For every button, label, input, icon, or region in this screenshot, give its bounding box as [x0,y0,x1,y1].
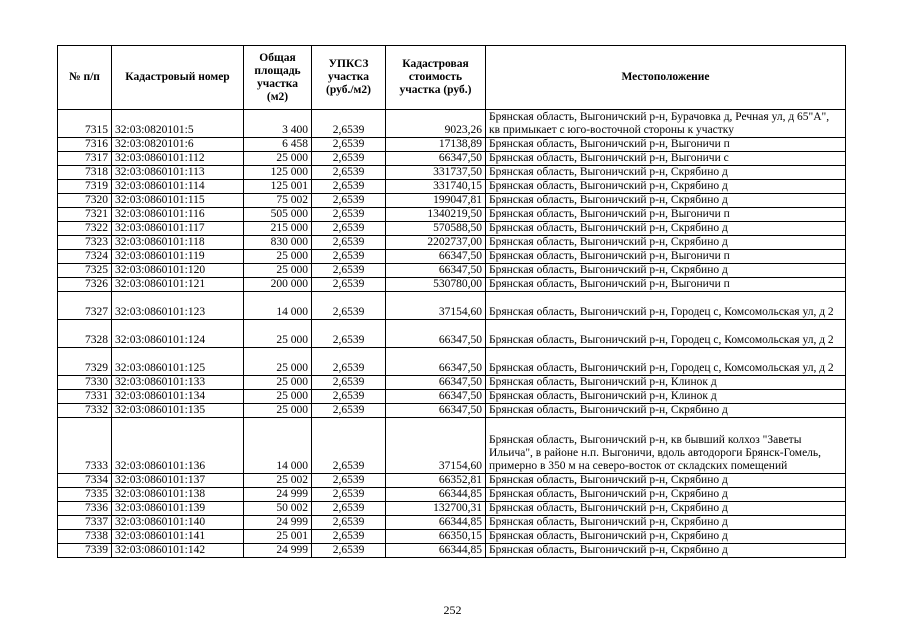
cell-cadastral: 32:03:0860101:135 [112,404,244,418]
table-row [58,404,846,418]
cell-area: 25 000 [244,264,312,278]
cell-rate: 2,6539 [312,250,386,264]
cell-area: 25 000 [244,320,312,348]
cell-num: 7336 [58,502,112,516]
cell-location: Брянская область, Выгоничский р-н, кв бывший колхоз "Заветы Ильича", в районе н.п. Выгоничи, вдоль автодороги Брянск-Гомель, примерно в 350 м на северо-восток от складских помещений [486,418,846,474]
cell-num: 7323 [58,236,112,250]
cell-area: 14 000 [244,292,312,320]
cell-rate: 2,6539 [312,320,386,348]
cell-num: 7328 [58,320,112,348]
cell-location: Брянская область, Выгоничский р-н, Скрябино д [486,222,846,236]
cell-location: Брянская область, Выгоничский р-н, Скрябино д [486,544,846,558]
cell-location: Брянская область, Выгоничский р-н, Скрябино д [486,530,846,544]
table-row [58,390,846,404]
cell-rate: 2,6539 [312,194,386,208]
cell-num: 7325 [58,264,112,278]
header-area: Общая площадь участка (м2) [244,46,312,110]
cell-cadastral: 32:03:0860101:112 [112,152,244,166]
table-row [58,474,846,488]
cell-area: 24 999 [244,544,312,558]
cell-cost: 66347,50 [386,250,486,264]
cell-num: 7315 [58,110,112,138]
table-row [58,236,846,250]
cell-area: 25 000 [244,152,312,166]
table-row [58,418,846,474]
cell-cadastral: 32:03:0860101:138 [112,488,244,502]
cell-rate: 2,6539 [312,502,386,516]
table-body [58,110,846,558]
cell-area: 25 000 [244,390,312,404]
cell-num: 7321 [58,208,112,222]
cell-num: 7333 [58,418,112,474]
cell-rate: 2,6539 [312,180,386,194]
cell-rate: 2,6539 [312,278,386,292]
cell-rate: 2,6539 [312,292,386,320]
cell-num: 7337 [58,516,112,530]
cell-num: 7332 [58,404,112,418]
cell-location: Брянская область, Выгоничский р-н, Скрябино д [486,180,846,194]
cell-area: 125 001 [244,180,312,194]
table-row [58,152,846,166]
cell-area: 24 999 [244,488,312,502]
cell-cadastral: 32:03:0860101:141 [112,530,244,544]
header-cost: Кадастровая стоимость участка (руб.) [386,46,486,110]
header-location: Местоположение [486,46,846,110]
cell-cost: 132700,31 [386,502,486,516]
cell-location: Брянская область, Выгоничский р-н, Скрябино д [486,166,846,180]
cell-cost: 66347,50 [386,404,486,418]
table-row [58,320,846,348]
cell-location: Брянская область, Выгоничский р-н, Клинок д [486,376,846,390]
cell-rate: 2,6539 [312,376,386,390]
cell-rate: 2,6539 [312,208,386,222]
cell-cadastral: 32:03:0860101:115 [112,194,244,208]
cell-location: Брянская область, Выгоничский р-н, Выгоничи п [486,250,846,264]
cell-area: 25 000 [244,404,312,418]
page-number: 252 [443,603,462,617]
cell-cost: 66352,81 [386,474,486,488]
cell-cadastral: 32:03:0860101:116 [112,208,244,222]
cell-area: 25 002 [244,474,312,488]
cell-num: 7335 [58,488,112,502]
cell-cadastral: 32:03:0860101:119 [112,250,244,264]
table-row [58,544,846,558]
table-row [58,166,846,180]
cell-rate: 2,6539 [312,544,386,558]
cell-cost: 17138,89 [386,138,486,152]
cell-rate: 2,6539 [312,474,386,488]
cell-cadastral: 32:03:0820101:5 [112,110,244,138]
cell-cadastral: 32:03:0860101:123 [112,292,244,320]
cell-num: 7316 [58,138,112,152]
cell-area: 14 000 [244,418,312,474]
cell-location: Брянская область, Выгоничский р-н, Городец с, Комсомольская ул, д 2 [486,292,846,320]
cell-location: Брянская область, Выгоничский р-н, Выгоничи п [486,138,846,152]
cell-rate: 2,6539 [312,222,386,236]
table-row [58,278,846,292]
cell-rate: 2,6539 [312,390,386,404]
header-cadastral: Кадастровый номер [112,46,244,110]
cadastral-table [57,45,846,558]
cell-cadastral: 32:03:0860101:124 [112,320,244,348]
table-row [58,502,846,516]
cell-rate: 2,6539 [312,110,386,138]
table-row [58,348,846,376]
cell-cost: 66347,50 [386,152,486,166]
cell-location: Брянская область, Выгоничский р-н, Выгоничи с [486,152,846,166]
cell-cost: 199047,81 [386,194,486,208]
table-row [58,292,846,320]
cell-num: 7318 [58,166,112,180]
cell-num: 7338 [58,530,112,544]
cell-cadastral: 32:03:0860101:125 [112,348,244,376]
cell-cadastral: 32:03:0860101:113 [112,166,244,180]
table-row [58,530,846,544]
cell-num: 7331 [58,390,112,404]
cell-location: Брянская область, Выгоничский р-н, Скрябино д [486,488,846,502]
cell-rate: 2,6539 [312,418,386,474]
table-row [58,194,846,208]
cell-cost: 570588,50 [386,222,486,236]
cell-num: 7326 [58,278,112,292]
cell-rate: 2,6539 [312,236,386,250]
header-num: № п/п [58,46,112,110]
cell-num: 7322 [58,222,112,236]
cell-cost: 66347,50 [386,264,486,278]
cell-cadastral: 32:03:0860101:121 [112,278,244,292]
cell-num: 7320 [58,194,112,208]
header-rate: УПКСЗ участка (руб./м2) [312,46,386,110]
cell-location: Брянская область, Выгоничский р-н, Скрябино д [486,474,846,488]
cell-cost: 66344,85 [386,544,486,558]
cell-cost: 530780,00 [386,278,486,292]
table-row [58,488,846,502]
cell-area: 50 002 [244,502,312,516]
cell-num: 7334 [58,474,112,488]
cell-area: 215 000 [244,222,312,236]
cell-cadastral: 32:03:0820101:6 [112,138,244,152]
cell-rate: 2,6539 [312,166,386,180]
cell-num: 7324 [58,250,112,264]
cell-area: 505 000 [244,208,312,222]
cell-num: 7327 [58,292,112,320]
cell-area: 75 002 [244,194,312,208]
table-row [58,138,846,152]
table-row [58,222,846,236]
table-row [58,208,846,222]
cell-area: 200 000 [244,278,312,292]
cell-cost: 66347,50 [386,376,486,390]
cell-area: 25 000 [244,376,312,390]
cell-location: Брянская область, Выгоничский р-н, Скрябино д [486,502,846,516]
cell-cost: 66347,50 [386,320,486,348]
cell-cost: 37154,60 [386,292,486,320]
cell-area: 830 000 [244,236,312,250]
cell-cost: 331740,15 [386,180,486,194]
cell-cadastral: 32:03:0860101:114 [112,180,244,194]
cell-cadastral: 32:03:0860101:117 [112,222,244,236]
table-row [58,264,846,278]
cell-cost: 66347,50 [386,348,486,376]
cell-cadastral: 32:03:0860101:136 [112,418,244,474]
cell-area: 25 000 [244,348,312,376]
cell-rate: 2,6539 [312,348,386,376]
cell-area: 24 999 [244,516,312,530]
cell-cost: 1340219,50 [386,208,486,222]
cell-cost: 66344,85 [386,516,486,530]
table-row [58,180,846,194]
cell-location: Брянская область, Выгоничский р-н, Бурачовка д, Речная ул, д 65"А", кв примыкает с юго-восточной стороны к участку [486,110,846,138]
cell-cost: 66344,85 [386,488,486,502]
cell-cadastral: 32:03:0860101:142 [112,544,244,558]
cell-location: Брянская область, Выгоничский р-н, Выгоничи п [486,278,846,292]
cell-num: 7330 [58,376,112,390]
cell-location: Брянская область, Выгоничский р-н, Городец с, Комсомольская ул, д 2 [486,320,846,348]
cell-cost: 9023,26 [386,110,486,138]
cell-location: Брянская область, Выгоничский р-н, Скрябино д [486,516,846,530]
cell-location: Брянская область, Выгоничский р-н, Городец с, Комсомольская ул, д 2 [486,348,846,376]
cell-cadastral: 32:03:0860101:137 [112,474,244,488]
cell-rate: 2,6539 [312,264,386,278]
table-row [58,110,846,138]
cell-rate: 2,6539 [312,488,386,502]
cell-cadastral: 32:03:0860101:118 [112,236,244,250]
cell-cost: 331737,50 [386,166,486,180]
cell-num: 7319 [58,180,112,194]
cell-rate: 2,6539 [312,516,386,530]
cell-location: Брянская область, Выгоничский р-н, Скрябино д [486,194,846,208]
cell-cadastral: 32:03:0860101:120 [112,264,244,278]
cell-rate: 2,6539 [312,152,386,166]
cell-location: Брянская область, Выгоничский р-н, Клинок д [486,390,846,404]
cell-cost: 2202737,00 [386,236,486,250]
cell-area: 3 400 [244,110,312,138]
cell-cost: 37154,60 [386,418,486,474]
cell-location: Брянская область, Выгоничский р-н, Скрябино д [486,404,846,418]
table-row [58,250,846,264]
cell-rate: 2,6539 [312,404,386,418]
cell-rate: 2,6539 [312,530,386,544]
cell-area: 25 000 [244,250,312,264]
cell-area: 125 000 [244,166,312,180]
cell-num: 7317 [58,152,112,166]
table-header-row [58,46,846,110]
cell-location: Брянская область, Выгоничский р-н, Скрябино д [486,264,846,278]
cell-num: 7329 [58,348,112,376]
cell-area: 6 458 [244,138,312,152]
table-row [58,516,846,530]
cell-num: 7339 [58,544,112,558]
cell-cadastral: 32:03:0860101:133 [112,376,244,390]
cell-cadastral: 32:03:0860101:134 [112,390,244,404]
cell-location: Брянская область, Выгоничский р-н, Скрябино д [486,236,846,250]
cell-cadastral: 32:03:0860101:139 [112,502,244,516]
cell-cadastral: 32:03:0860101:140 [112,516,244,530]
table-row [58,376,846,390]
cell-cost: 66350,15 [386,530,486,544]
cell-rate: 2,6539 [312,138,386,152]
cell-area: 25 001 [244,530,312,544]
cell-cost: 66347,50 [386,390,486,404]
cell-location: Брянская область, Выгоничский р-н, Выгоничи п [486,208,846,222]
